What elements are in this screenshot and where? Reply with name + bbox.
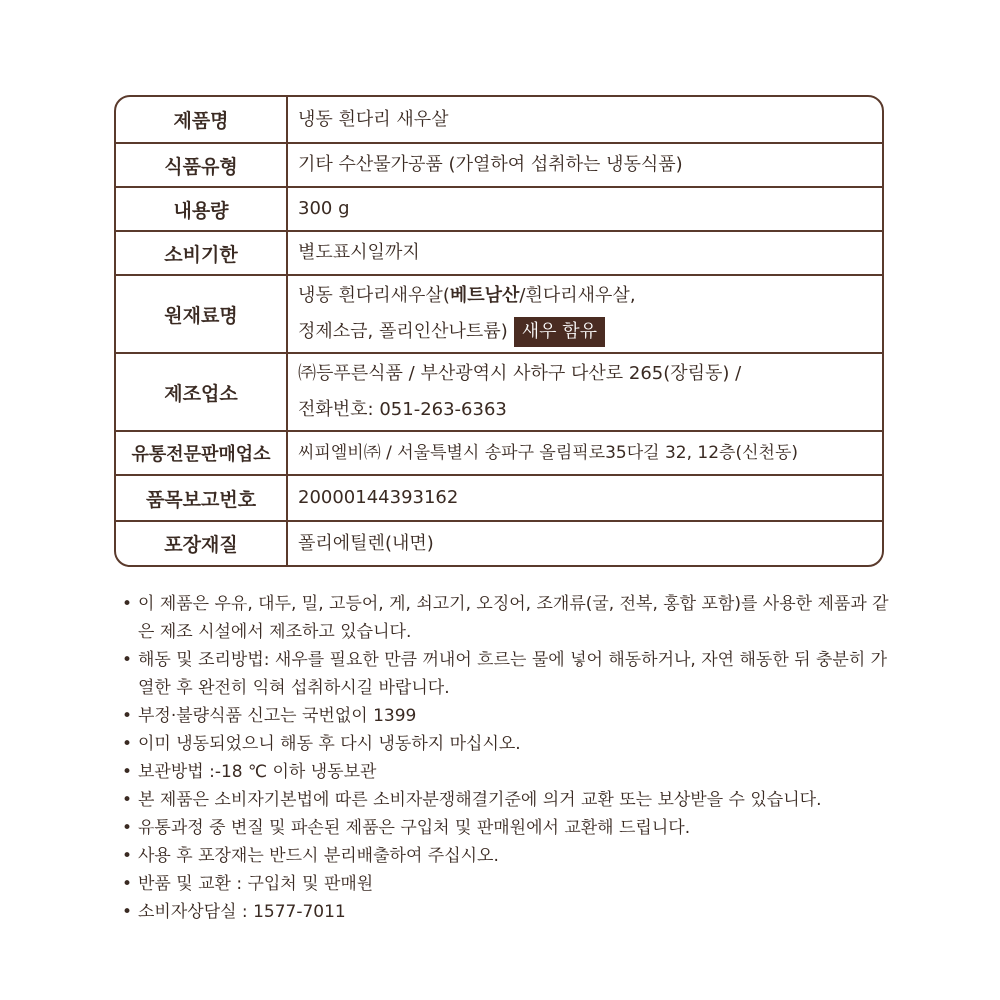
bullet-icon: • <box>122 790 133 810</box>
row-label: 제조업소 <box>116 353 287 431</box>
ingredients-line-2 <box>298 314 872 350</box>
ingredients-text: /흰다리새우살, <box>519 285 636 306</box>
row-value: 20000144393162 <box>287 475 882 521</box>
table-row <box>116 431 882 475</box>
list-item <box>122 730 902 758</box>
notice-text: 이미 냉동되었으니 해동 후 다시 냉동하지 마십시오. <box>138 734 521 754</box>
bullet-icon: • <box>122 874 133 894</box>
notice-text: 소비자상담실 : 1577-7011 <box>138 902 346 922</box>
notice-list <box>122 590 902 926</box>
list-item <box>122 898 902 926</box>
row-value: 기타 수산물가공품 (가열하여 섭취하는 냉동식품) <box>287 143 882 187</box>
row-value: 별도표시일까지 <box>287 231 882 275</box>
list-item <box>122 646 902 702</box>
info-table <box>116 97 882 565</box>
bullet-icon: • <box>122 650 133 670</box>
row-value: 폴리에틸렌(내면) <box>287 521 882 565</box>
row-label: 제품명 <box>116 97 287 143</box>
row-value: 씨피엘비㈜ / 서울특별시 송파구 올림픽로35다길 32, 12층(신천동) <box>287 431 882 475</box>
notice-text: 부정·불량식품 신고는 국번없이 1399 <box>138 706 417 726</box>
notice-text: 사용 후 포장재는 반드시 분리배출하여 주십시오. <box>138 846 499 866</box>
ingredients-text: 정제소금, 폴리인산나트륨) <box>298 321 508 342</box>
bullet-icon: • <box>122 818 133 838</box>
bullet-icon: • <box>122 902 133 922</box>
list-item <box>122 590 902 646</box>
table-row <box>116 143 882 187</box>
bullet-icon: • <box>122 706 133 726</box>
manufacturer-line-1: ㈜등푸른식품 / 부산광역시 사하구 다산로 265(장림동) / <box>298 363 742 384</box>
table-row <box>116 475 882 521</box>
table-row <box>116 521 882 565</box>
row-label: 유통전문판매업소 <box>116 431 287 475</box>
table-row <box>116 97 882 143</box>
row-label: 포장재질 <box>116 521 287 565</box>
notice-text: 본 제품은 소비자기본법에 따른 소비자분쟁해결기준에 의거 교환 또는 보상받을 수 있습니다. <box>138 790 822 810</box>
list-item <box>122 870 902 898</box>
notice-text: 유통과정 중 변질 및 파손된 제품은 구입처 및 판매원에서 교환해 드립니다. <box>138 818 691 838</box>
bullet-icon: • <box>122 734 133 754</box>
row-label: 식품유형 <box>116 143 287 187</box>
bullet-icon: • <box>122 594 133 614</box>
bullet-icon: • <box>122 762 133 782</box>
table-row <box>116 187 882 231</box>
ingredients-text: 냉동 흰다리새우살( <box>298 285 450 306</box>
product-info-table <box>114 95 884 567</box>
bullet-icon: • <box>122 846 133 866</box>
row-label: 내용량 <box>116 187 287 231</box>
row-value: 냉동 흰다리 새우살 <box>298 108 449 130</box>
list-item <box>122 702 902 730</box>
notice-text: 이 제품은 우유, 대두, 밀, 고등어, 게, 쇠고기, 오징어, 조개류(굴, 전복, 홍합 포함)를 사용한 제품과 같은 제조 시설에서 제조하고 있습니다. <box>138 594 889 642</box>
row-label: 소비기한 <box>116 231 287 275</box>
notice-text: 해동 및 조리방법: 새우를 필요한 만큼 꺼내어 흐르는 물에 넣어 해동하거나, 자연 해동한 뒤 충분히 가열한 후 완전히 익혀 섭취하시길 바랍니다. <box>138 650 888 698</box>
row-value: 300 g <box>287 187 882 231</box>
list-item <box>122 786 902 814</box>
table-row <box>116 275 882 353</box>
origin-country: 베트남산 <box>449 285 520 306</box>
list-item <box>122 842 902 870</box>
notice-text: 보관방법 :-18 ℃ 이하 냉동보관 <box>138 762 377 782</box>
notice-text: 반품 및 교환 : 구입처 및 판매원 <box>138 874 374 894</box>
list-item <box>122 758 902 786</box>
ingredients-line-1 <box>298 278 872 314</box>
row-label: 품목보고번호 <box>116 475 287 521</box>
row-value <box>287 275 882 353</box>
manufacturer-line-2: 전화번호: 051-263-6363 <box>298 399 507 420</box>
list-item <box>122 814 902 842</box>
table-row <box>116 353 882 431</box>
allergen-badge: 새우 함유 <box>514 317 605 347</box>
row-value <box>287 353 882 431</box>
row-label: 원재료명 <box>116 275 287 353</box>
table-row <box>116 231 882 275</box>
